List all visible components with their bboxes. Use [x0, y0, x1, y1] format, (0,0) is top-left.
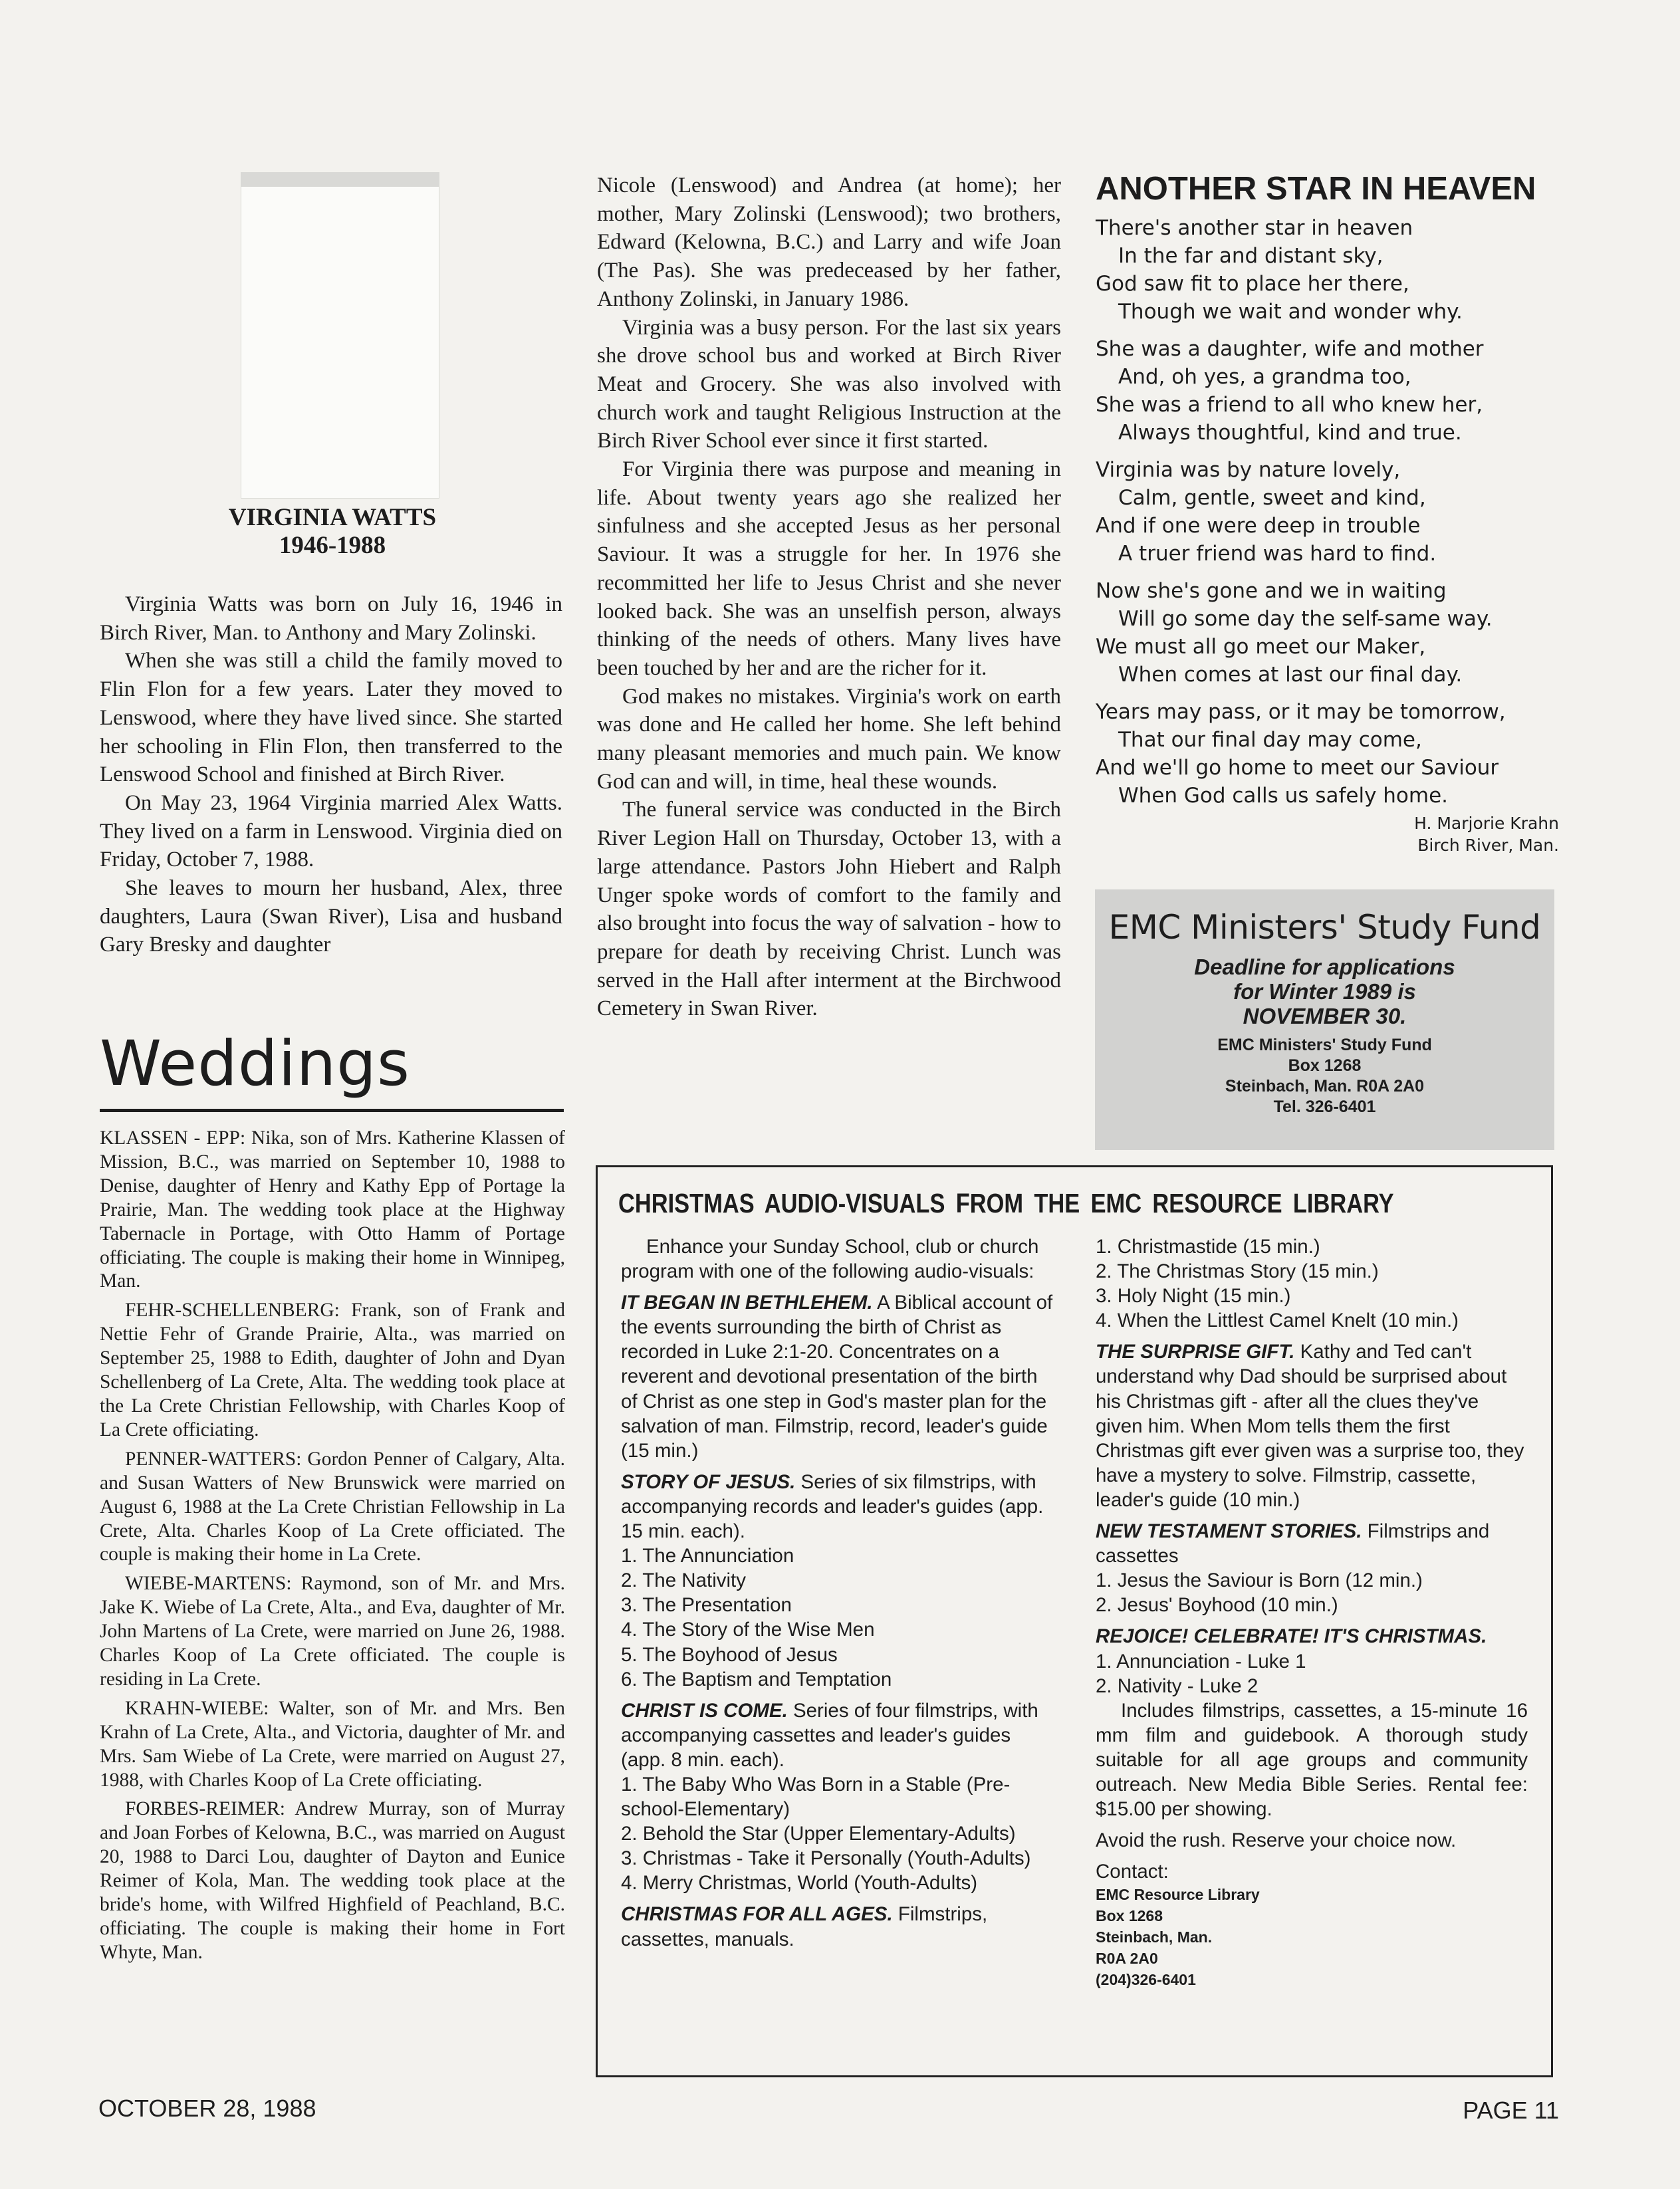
obituary-photo: [241, 172, 439, 499]
obituary-paragraph: Virginia Watts was born on July 16, 1946 in Birch River, Man. to Anthony and Mary Zolinski.: [100, 592, 562, 645]
obituary-column-1: [100, 590, 562, 959]
list-item: 2. Behold the Star (Upper Elementary-Adults): [621, 1823, 1016, 1845]
ad-item-title: THE SURPRISE GIFT.: [1096, 1341, 1295, 1363]
obituary-paragraph: The funeral service was conducted in the Birch River Legion Hall on Thursday, October 13, with a large attendance. Pastors John Hiebert and Ralph Unger spoke words of comfort to the family and also brought into focus the way of salvation - how to prepare for death by receiving Christ. Lunch was served in the Hall after interment at the Birchwood Cemetery in Swan River.: [597, 798, 1061, 1021]
poem-author: H. Marjorie Krahn: [1414, 814, 1559, 833]
obituary-paragraph: On May 23, 1964 Virginia married Alex Watts. They lived on a farm in Lenswood. Virginia died on Friday, October 7, 1988.: [100, 790, 562, 872]
address-line: EMC Ministers' Study Fund: [1217, 1036, 1432, 1054]
obituary-paragraph: Virginia was a busy person. For the last six years she drove school bus and worked at Birch River Meat and Grocery. She was also involved with church work and taught Religious Instruction at the Birch River School ever since it first started.: [597, 315, 1061, 453]
study-fund-box: [1095, 889, 1554, 1150]
deadline-line: for Winter 1989 is: [1233, 979, 1416, 1004]
poem-stanza: [1096, 698, 1561, 810]
list-item: 2. Jesus' Boyhood (10 min.): [1096, 1594, 1338, 1617]
study-fund-deadline: [1095, 955, 1554, 1028]
obituary-paragraph: For Virginia there was purpose and meaning in life. About twenty years ago she realized her sinfulness and she accepted Jesus as her personal Saviour. It was a struggle for her. In 1976 she recommitted her life to Jesus Christ and she never looked back. She was an unselfish person, always thinking of the needs of others. Many lives have been touched by her and are the richer for it.: [597, 457, 1061, 680]
obituary-years: 1946-1988: [279, 532, 386, 559]
poem-title: ANOTHER STAR IN HEAVEN: [1096, 171, 1536, 207]
list-item: 3. Christmas - Take it Personally (Youth-Adults): [621, 1847, 1031, 1870]
ad-item-text: Filmstrips, cassettes, manuals.: [621, 1903, 988, 1950]
ad-contact: [1096, 1884, 1528, 1990]
wedding-entry: FEHR-SCHELLENBERG: Frank, son of Frank and Nettie Fehr of Grande Prairie, Alta., was married on September 25, 1988 to Edith, daughter of John and Dyan Schellenberg of La Crete, Alta. The wedding took place at the La Crete Christian Fellowship, with Charles Koop of La Crete officiating.: [100, 1300, 565, 1440]
wedding-entry: WIEBE-MARTENS: Raymond, son of Mr. and Mrs. Jake K. Wiebe of La Crete, Alta., and Eva, daughter of Mr. John Martens of La Crete, were married on June 26, 1988. Charles Koop of La Crete officiated. The couple is residing in La Crete.: [100, 1573, 565, 1690]
ad-item: [621, 1290, 1053, 1463]
contact-line: (204)326-6401: [1096, 1971, 1196, 1989]
wedding-entry: KRAHN-WIEBE: Walter, son of Mr. and Mrs. Ben Krahn of La Crete, Alta., and Victoria, daughter of Mr. and Mrs. Sam Wiebe of La Crete, were married on August 27, 1988, with Charles Koop of La Crete officiating.: [100, 1697, 565, 1791]
footer-page-number: PAGE 11: [1463, 2097, 1559, 2124]
list-item: 2. Nativity - Luke 2: [1096, 1674, 1259, 1697]
list-item: 1. Jesus the Saviour is Born (12 min.): [1096, 1569, 1423, 1592]
ad-item-title: CHRIST IS COME.: [621, 1699, 788, 1722]
weddings-heading: Weddings: [100, 1028, 410, 1100]
obituary-paragraph: When she was still a child the family moved to Flin Flon for a few years. Later they moved to Lenswood, where they have lived since. She started her schooling in Flin Flon, then transferred to the Lenswood School and finished at Birch River.: [100, 649, 562, 787]
ad-item: [1096, 1339, 1528, 1512]
poem-line: Though we wait and wonder why.: [1118, 300, 1463, 324]
deadline-line: NOVEMBER 30.: [1243, 1004, 1407, 1028]
contact-line: EMC Resource Library: [1096, 1886, 1260, 1904]
obituary-paragraph: She leaves to mourn her husband, Alex, three daughters, Laura (Swan River), Lisa and husband Gary Bresky and daughter: [100, 876, 562, 957]
list-item: 1. The Annunciation: [621, 1545, 794, 1567]
library-ad-column-2: [1096, 1234, 1528, 1990]
weddings-list: [100, 1127, 565, 1970]
obituary-column-2: [597, 172, 1061, 1023]
contact-line: R0A 2A0: [1096, 1950, 1158, 1968]
wedding-entry: KLASSEN - EPP: Nika, son of Mrs. Katherine Klassen of Mission, B.C., was married on September 10, 1988 to Denise, daughter of Henry and Kathy Epp of Portage la Prairie, Man. The wedding took place at the Highway Tabernacle in Portage, with Otto Hamm of Portage officiating. The couple is making their home in Winnipeg, Man.: [100, 1127, 565, 1292]
study-fund-address: [1095, 1035, 1554, 1117]
ad-item-text: Includes filmstrips, cassettes, a 15-minute 16 mm film and guidebook. A thorough study suitable for all age groups and community outreach. New Media Bible Series. Rental fee: $15.00 per showing.: [1096, 1699, 1528, 1821]
list-item: 4. The Story of the Wise Men: [621, 1619, 875, 1641]
poem-stanza: [1096, 214, 1561, 326]
poem-line: And if one were deep in trouble: [1096, 514, 1421, 538]
poem-line: God saw fit to place her there,: [1096, 272, 1409, 296]
ad-item: [621, 1698, 1053, 1772]
ad-item-title: REJOICE! CELEBRATE! IT'S CHRISTMAS.: [1096, 1625, 1487, 1648]
poem-line: Now she's gone and we in waiting: [1096, 579, 1447, 603]
ad-item-title: CHRISTMAS FOR ALL AGES.: [621, 1903, 893, 1926]
ad-item-text: A Biblical account of the events surrounding the birth of Christ as recorded in Luke 2:1-20. Concentrates on a reverent and devotional presentation of the birth of Christ as one step in God's master plan for the salvation of man. Filmstrip, record, leader's guide (15 min.): [621, 1292, 1053, 1462]
contact-line: Steinbach, Man.: [1096, 1928, 1213, 1946]
ad-rush: Avoid the rush. Reserve your choice now.: [1096, 1829, 1457, 1852]
poem-line: She was a friend to all who knew her,: [1096, 393, 1483, 417]
poem-line: Years may pass, or it may be tomorrow,: [1096, 700, 1506, 724]
list-item: 4. When the Littlest Camel Knelt (10 min.): [1096, 1310, 1459, 1332]
obituary-paragraph: Nicole (Lenswood) and Andrea (at home); her mother, Mary Zolinski (Lenswood); two brothers, Edward (Kelowna, B.C.) and Larry and wife Joan (The Pas). She was predeceased by her father, Anthony Zolinski, in January 1986.: [597, 173, 1061, 311]
poem-line: That our final day may come,: [1118, 728, 1422, 752]
ad-contact-label: Contact:: [1096, 1861, 1169, 1883]
ad-item-text: Kathy and Ted can't understand why Dad should be surprised about his Christmas gift - after all the clues they've given him. When Mom tells them the first Christmas gift ever given was a surprise too, they have a mystery to solve. Filmstrip, cassette, leader's guide (10 min.): [1096, 1341, 1524, 1511]
ad-item: [1096, 1624, 1528, 1649]
obituary-paragraph: God makes no mistakes. Virginia's work on earth was done and He called her home. She left behind many pleasant memories and much pain. We know God can and will, in time, heal these wounds.: [597, 684, 1061, 794]
ad-item-list: [621, 1772, 1053, 1895]
deadline-line: Deadline for applications: [1194, 955, 1455, 979]
library-ad-heading: CHRISTMAS AUDIO-VISUALS FROM THE EMC RESOURCE LIBRARY: [618, 1188, 1394, 1218]
obituary-name: VIRGINIA WATTS: [228, 504, 437, 531]
study-fund-title: EMC Ministers' Study Fund: [1108, 908, 1541, 947]
ad-item: [1096, 1519, 1528, 1568]
poem-line: When comes at last our final day.: [1118, 663, 1463, 687]
poem-stanza: [1096, 335, 1561, 447]
wedding-entry: FORBES-REIMER: Andrew Murray, son of Murray and Joan Forbes of Kelowna, B.C., was married on August 20, 1988 to Darci Lou, daughter of Dayton and Eunice Reimer of Kola, Man. The wedding took place at the bride's home, with Wilfred Highfield of Peachland, B.C. officiating. The couple is making their home in Fort Whyte, Man.: [100, 1798, 565, 1963]
list-item: 2. The Nativity: [621, 1569, 747, 1592]
poem-line: Will go some day the self-same way.: [1118, 607, 1493, 631]
weddings-rule: [100, 1109, 564, 1112]
poem-line: In the far and distant sky,: [1118, 244, 1383, 268]
poem-author-place: Birch River, Man.: [1417, 836, 1559, 855]
ad-item-title: STORY OF JESUS.: [621, 1470, 796, 1493]
obituary-heading: [100, 504, 565, 560]
contact-line: Box 1268: [1096, 1907, 1163, 1925]
ad-item-list: [621, 1544, 1053, 1692]
ad-item: [621, 1902, 1053, 1951]
poem-line: Always thoughtful, kind and true.: [1118, 421, 1462, 445]
list-item: 1. Annunciation - Luke 1: [1096, 1650, 1306, 1672]
list-item: 5. The Boyhood of Jesus: [621, 1643, 838, 1666]
poem-line: When God calls us safely home.: [1118, 784, 1448, 808]
poem-stanza: [1096, 577, 1561, 689]
poem-line: There's another star in heaven: [1096, 216, 1413, 240]
ad-item-list: [1096, 1568, 1528, 1617]
poem-signature: [1096, 812, 1559, 856]
ad-item-text: Series of four filmstrips, with accompanying cassettes and leader's guides (app. 8 min. each).: [621, 1699, 1038, 1771]
poem-body: [1096, 214, 1561, 856]
ad-item-title: NEW TESTAMENT STORIES.: [1096, 1520, 1362, 1543]
address-line: Steinbach, Man. R0A 2A0: [1225, 1077, 1425, 1095]
ad-item-text: Series of six filmstrips, with accompanying records and leader's guides (app. 15 min. each).: [621, 1470, 1044, 1543]
ad-item: [621, 1470, 1053, 1544]
library-ad-column-1: [621, 1234, 1053, 1958]
poem-line: And we'll go home to meet our Saviour: [1096, 756, 1499, 780]
footer-date: OCTOBER 28, 1988: [98, 2095, 316, 2122]
ad-intro: Enhance your Sunday School, club or church program with one of the following audio-visuals:: [621, 1236, 1039, 1283]
list-item: 4. Merry Christmas, World (Youth-Adults): [621, 1872, 978, 1895]
ad-item-list: [1096, 1234, 1528, 1333]
poem-line: A truer friend was hard to find.: [1118, 542, 1437, 566]
list-item: 1. The Baby Who Was Born in a Stable (Pre-school-Elementary): [621, 1773, 1011, 1821]
poem-stanza: [1096, 456, 1561, 568]
list-item: 3. The Presentation: [621, 1594, 792, 1617]
list-item: 6. The Baptism and Temptation: [621, 1668, 892, 1690]
poem-line: We must all go meet our Maker,: [1096, 635, 1426, 659]
poem-line: Virginia was by nature lovely,: [1096, 458, 1401, 482]
ad-item-title: IT BEGAN IN BETHLEHEM.: [621, 1292, 873, 1314]
poem-line: Calm, gentle, sweet and kind,: [1118, 486, 1426, 510]
address-line: Tel. 326-6401: [1273, 1097, 1376, 1116]
poem-line: She was a daughter, wife and mother: [1096, 337, 1484, 361]
wedding-entry: PENNER-WATTERS: Gordon Penner of Calgary, Alta. and Susan Watters of New Brunswick were married on August 6, 1988 at the La Crete Christian Fellowship in La Crete, Alta. Charles Koop of La Crete officiated. The couple is making their home in La Crete.: [100, 1448, 565, 1565]
poem-line: And, oh yes, a grandma too,: [1118, 365, 1411, 389]
address-line: Box 1268: [1288, 1056, 1362, 1075]
list-item: 2. The Christmas Story (15 min.): [1096, 1260, 1379, 1283]
ad-item-text: Filmstrips and cassettes: [1096, 1520, 1490, 1567]
list-item: 1. Christmastide (15 min.): [1096, 1236, 1320, 1258]
ad-item-list: [1096, 1649, 1528, 1698]
list-item: 3. Holy Night (15 min.): [1096, 1285, 1291, 1308]
